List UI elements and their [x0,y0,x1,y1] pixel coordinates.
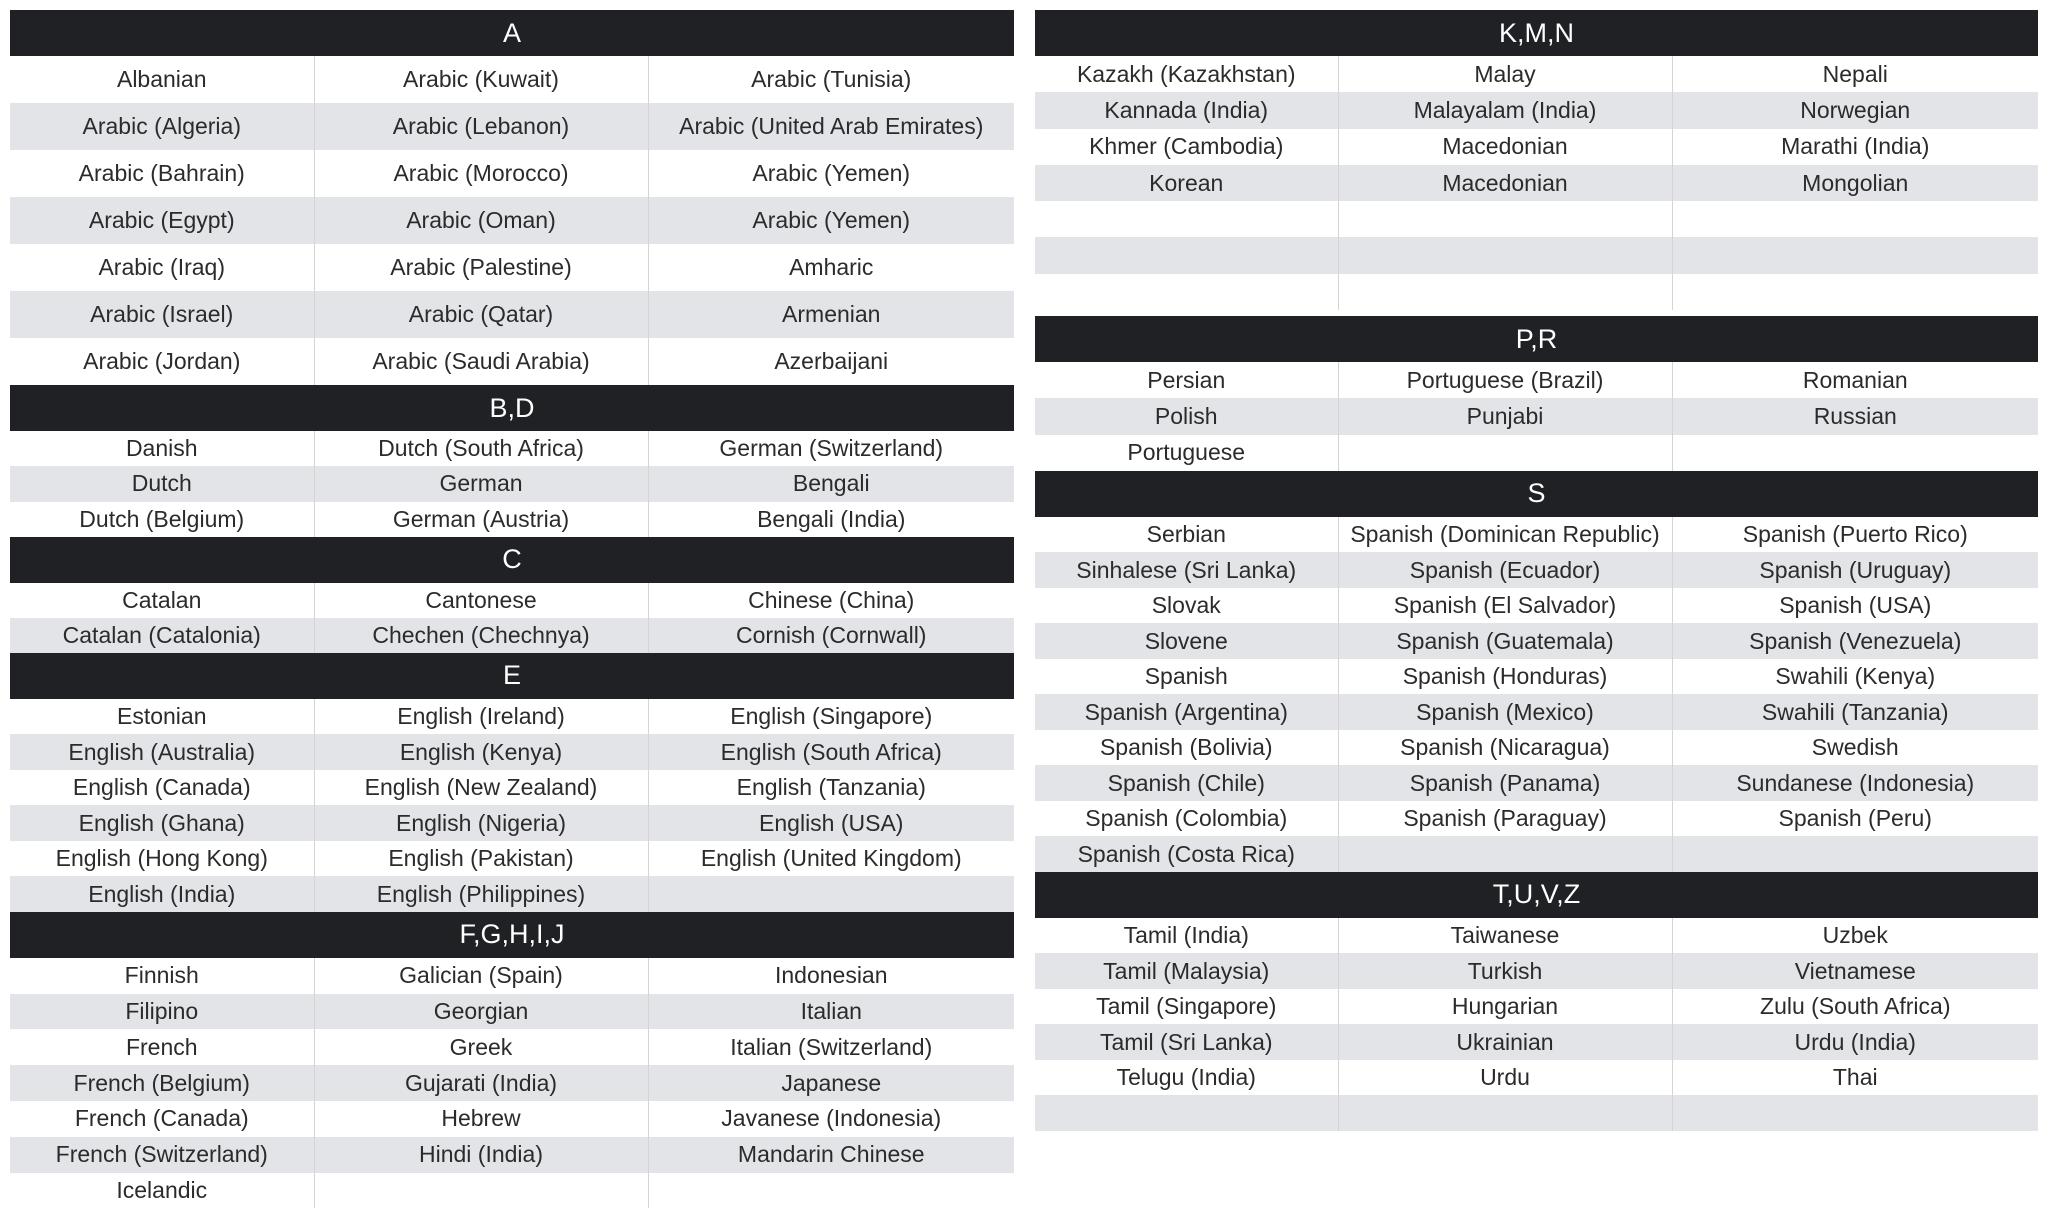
language-cell: Arabic (Egypt) [10,197,314,244]
language-cell [1338,274,1672,310]
language-cell: Dutch [10,466,314,501]
language-cell: Spanish (Bolivia) [1035,730,1338,766]
language-cell: Cantonese [314,583,648,618]
language-cell: Arabic (Iraq) [10,244,314,291]
language-cell [1338,237,1672,273]
language-cell: English (Singapore) [648,699,1014,735]
language-cell: Persian [1035,362,1338,398]
table-row [10,1173,1014,1209]
language-cell: Arabic (Jordan) [10,338,314,385]
section-header-e: E [10,653,1014,699]
language-cell: Punjabi [1338,398,1672,434]
language-cell: Telugu (India) [1035,1060,1338,1096]
language-cell: Ukrainian [1338,1024,1672,1060]
language-table-a [10,56,1014,385]
language-cell: Spanish (Peru) [1672,801,2038,837]
language-cell: Urdu [1338,1060,1672,1096]
language-cell: Greek [314,1029,648,1065]
language-cell: Bengali (India) [648,502,1014,537]
language-cell: English (India) [10,876,314,912]
language-cell: French [10,1029,314,1065]
language-cell: Japanese [648,1065,1014,1101]
table-row [1035,836,2038,872]
language-cell: Spanish (Paraguay) [1338,801,1672,837]
language-cell: Sundanese (Indonesia) [1672,765,2038,801]
table-row [1035,659,2038,695]
language-cell: Kannada (India) [1035,92,1338,128]
language-cell [1035,1095,1338,1131]
table-row [10,291,1014,338]
table-row [1035,694,2038,730]
right-column [1035,10,2038,1131]
language-cell: Estonian [10,699,314,735]
table-row [10,103,1014,150]
table-row [1035,953,2038,989]
language-cell: Arabic (Yemen) [648,150,1014,197]
table-row [10,958,1014,994]
language-cell: Korean [1035,165,1338,201]
language-cell: Malay [1338,56,1672,92]
language-cell: Bengali [648,466,1014,501]
language-cell: Spanish (Costa Rica) [1035,836,1338,872]
language-cell: French (Canada) [10,1101,314,1137]
section-header-p-r: P,R [1035,316,2038,362]
language-cell: Spanish [1035,659,1338,695]
language-cell: Spanish (Puerto Rico) [1672,517,2038,553]
language-table-p-r [1035,362,2038,471]
section-header-a: A [10,10,1014,56]
language-cell: Polish [1035,398,1338,434]
language-cell: Mandarin Chinese [648,1137,1014,1173]
language-cell: Mongolian [1672,165,2038,201]
table-row [1035,165,2038,201]
table-row [1035,552,2038,588]
language-cell: Arabic (Algeria) [10,103,314,150]
language-cell: Spanish (Mexico) [1338,694,1672,730]
language-cell: Finnish [10,958,314,994]
language-cell: English (Ghana) [10,805,314,841]
language-cell: English (Canada) [10,770,314,806]
language-cell: Catalan (Catalonia) [10,618,314,653]
language-cell: Spanish (Venezuela) [1672,623,2038,659]
language-cell: Tamil (Singapore) [1035,989,1338,1025]
language-cell [1672,836,2038,872]
language-cell: Swahili (Tanzania) [1672,694,2038,730]
language-cell: English (Kenya) [314,734,648,770]
language-cell: Arabic (Lebanon) [314,103,648,150]
language-cell: Javanese (Indonesia) [648,1101,1014,1137]
table-row [1035,1060,2038,1096]
language-cell: German [314,466,648,501]
language-cell: Serbian [1035,517,1338,553]
language-cell: Zulu (South Africa) [1672,989,2038,1025]
language-table-k-n [1035,56,2038,310]
language-cell: Thai [1672,1060,2038,1096]
language-cell: Urdu (India) [1672,1024,2038,1060]
language-cell: Swahili (Kenya) [1672,659,2038,695]
table-row [10,244,1014,291]
language-cell: Arabic (Morocco) [314,150,648,197]
language-cell: Armenian [648,291,1014,338]
section-header-s: S [1035,471,2038,517]
language-cell: Chinese (China) [648,583,1014,618]
language-cell [1672,237,2038,273]
table-row [1035,56,2038,92]
table-row [1035,274,2038,310]
language-cell: Hungarian [1338,989,1672,1025]
language-cell: Danish [10,431,314,466]
language-cell: Arabic (Bahrain) [10,150,314,197]
language-cell: English (United Kingdom) [648,841,1014,877]
table-row [10,1029,1014,1065]
table-row [10,466,1014,501]
language-cell: Dutch (South Africa) [314,431,648,466]
language-cell: Georgian [314,994,648,1030]
table-row [10,1137,1014,1173]
left-column [10,10,1014,1208]
table-row [10,502,1014,537]
language-cell: English (Australia) [10,734,314,770]
language-cell: Hebrew [314,1101,648,1137]
section-header-k-n: K,M,N [1035,10,2038,56]
language-cell: English (New Zealand) [314,770,648,806]
language-cell: French (Switzerland) [10,1137,314,1173]
table-row [10,770,1014,806]
language-cell: Turkish [1338,953,1672,989]
table-row [1035,237,2038,273]
language-cell: Spanish (Chile) [1035,765,1338,801]
language-cell: English (Pakistan) [314,841,648,877]
language-cell: Italian (Switzerland) [648,1029,1014,1065]
language-cell: Macedonian [1338,129,1672,165]
language-table-f-j [10,958,1014,1209]
table-row [1035,801,2038,837]
language-cell: Arabic (Tunisia) [648,56,1014,103]
language-cell: Azerbaijani [648,338,1014,385]
language-table-b-d [10,431,1014,537]
section-header-b-d: B,D [10,385,1014,431]
language-cell: Albanian [10,56,314,103]
table-row [1035,1095,2038,1131]
language-cell: Taiwanese [1338,918,1672,954]
table-row [1035,588,2038,624]
language-cell [1672,435,2038,471]
language-cell: Slovene [1035,623,1338,659]
language-cell: Khmer (Cambodia) [1035,129,1338,165]
language-cell: Spanish (Guatemala) [1338,623,1672,659]
language-cell: Arabic (Oman) [314,197,648,244]
language-cell: Norwegian [1672,92,2038,128]
language-cell: Galician (Spain) [314,958,648,994]
language-cell: Portuguese (Brazil) [1338,362,1672,398]
language-table-t-z [1035,918,2038,1131]
table-row [1035,918,2038,954]
language-cell: Arabic (Yemen) [648,197,1014,244]
language-cell: English (USA) [648,805,1014,841]
language-cell: Gujarati (India) [314,1065,648,1101]
language-cell: Malayalam (India) [1338,92,1672,128]
table-row [1035,989,2038,1025]
table-row [1035,398,2038,434]
language-cell [1338,836,1672,872]
table-row [1035,362,2038,398]
section-header-c: C [10,537,1014,583]
language-table-c [10,583,1014,653]
language-cell: Dutch (Belgium) [10,502,314,537]
table-row [10,841,1014,877]
language-cell: German (Switzerland) [648,431,1014,466]
language-cell: English (South Africa) [648,734,1014,770]
language-cell: Amharic [648,244,1014,291]
language-cell: German (Austria) [314,502,648,537]
language-cell: Hindi (India) [314,1137,648,1173]
table-row [10,197,1014,244]
table-row [10,1101,1014,1137]
language-cell: Tamil (India) [1035,918,1338,954]
table-row [10,338,1014,385]
table-row [1035,129,2038,165]
table-row [10,734,1014,770]
language-cell [1672,274,2038,310]
table-row [10,583,1014,618]
language-cell: Portuguese [1035,435,1338,471]
language-cell [1338,201,1672,237]
language-cell: Arabic (Palestine) [314,244,648,291]
language-cell: Arabic (Kuwait) [314,56,648,103]
language-cell [1035,237,1338,273]
language-cell: English (Philippines) [314,876,648,912]
table-row [1035,435,2038,471]
language-cell: Filipino [10,994,314,1030]
language-cell: English (Ireland) [314,699,648,735]
language-cell [1338,1095,1672,1131]
language-cell: Indonesian [648,958,1014,994]
language-cell: English (Nigeria) [314,805,648,841]
table-row [10,805,1014,841]
language-cell: Nepali [1672,56,2038,92]
language-cell [1035,201,1338,237]
language-cell: Tamil (Malaysia) [1035,953,1338,989]
language-cell: Russian [1672,398,2038,434]
language-cell: Cornish (Cornwall) [648,618,1014,653]
language-cell [314,1173,648,1209]
table-row [1035,765,2038,801]
language-cell [648,1173,1014,1209]
language-cell: Slovak [1035,588,1338,624]
table-row [10,431,1014,466]
language-cell: Vietnamese [1672,953,2038,989]
language-cell [648,876,1014,912]
language-cell: Spanish (Colombia) [1035,801,1338,837]
table-row [1035,1024,2038,1060]
table-row [10,699,1014,735]
table-row [1035,623,2038,659]
language-cell: Macedonian [1338,165,1672,201]
table-row [1035,201,2038,237]
language-cell: Romanian [1672,362,2038,398]
section-header-t-z: T,U,V,Z [1035,872,2038,918]
language-cell: Marathi (India) [1672,129,2038,165]
language-cell: Uzbek [1672,918,2038,954]
language-cell: Arabic (Qatar) [314,291,648,338]
section-header-f-j: F,G,H,I,J [10,912,1014,958]
language-cell: English (Hong Kong) [10,841,314,877]
language-cell: Kazakh (Kazakhstan) [1035,56,1338,92]
language-cell [1035,274,1338,310]
language-cell: Spanish (Ecuador) [1338,552,1672,588]
table-row [10,876,1014,912]
language-table-e [10,699,1014,912]
table-row [10,994,1014,1030]
table-row [1035,730,2038,766]
table-row [10,56,1014,103]
language-cell: Spanish (Dominican Republic) [1338,517,1672,553]
language-table-s [1035,517,2038,872]
language-cell [1672,1095,2038,1131]
language-cell: Chechen (Chechnya) [314,618,648,653]
language-cell: Arabic (Israel) [10,291,314,338]
language-cell [1338,435,1672,471]
language-cell: Sinhalese (Sri Lanka) [1035,552,1338,588]
table-row [10,618,1014,653]
language-cell: French (Belgium) [10,1065,314,1101]
language-cell: Spanish (Nicaragua) [1338,730,1672,766]
language-cell: Swedish [1672,730,2038,766]
language-cell: Italian [648,994,1014,1030]
language-cell: Spanish (Argentina) [1035,694,1338,730]
language-cell: Arabic (United Arab Emirates) [648,103,1014,150]
language-cell: Tamil (Sri Lanka) [1035,1024,1338,1060]
language-cell: Spanish (Panama) [1338,765,1672,801]
language-cell: Catalan [10,583,314,618]
language-cell: Spanish (El Salvador) [1338,588,1672,624]
table-row [1035,92,2038,128]
language-cell: Spanish (Honduras) [1338,659,1672,695]
language-cell: Spanish (Uruguay) [1672,552,2038,588]
language-cell: Arabic (Saudi Arabia) [314,338,648,385]
table-row [1035,517,2038,553]
language-cell: Icelandic [10,1173,314,1209]
language-cell [1672,201,2038,237]
table-row [10,150,1014,197]
table-row [10,1065,1014,1101]
language-cell: English (Tanzania) [648,770,1014,806]
language-cell: Spanish (USA) [1672,588,2038,624]
